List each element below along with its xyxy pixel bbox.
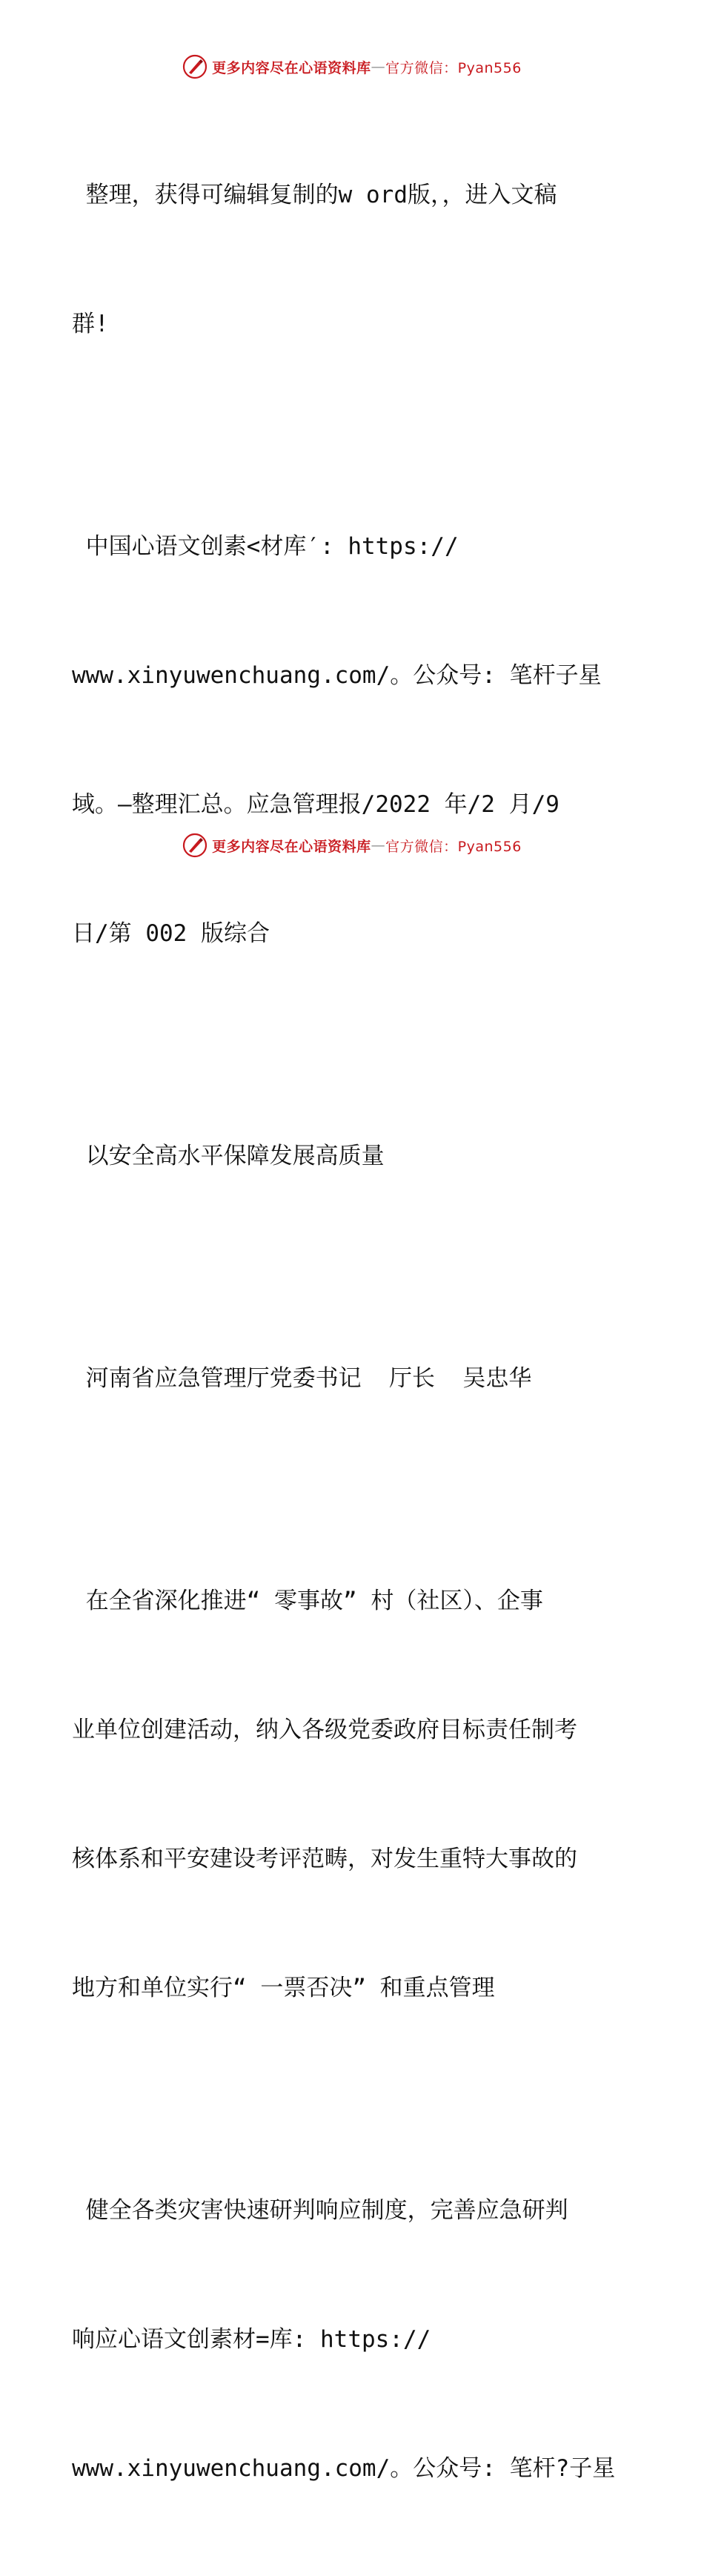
text-line: 河南省应急管理厅党委书记 厅长 吴忠华 [72, 1365, 532, 1392]
banner-separator: — [371, 837, 386, 853]
footer-banner [0, 830, 704, 860]
article-title [72, 1048, 635, 1264]
text-line: 群! [72, 311, 109, 337]
banner-main-text: 更多内容尽在心语资料库 [212, 59, 371, 76]
text-line: 整理，获得可编辑复制的w ord版，，进入文稿 [72, 182, 557, 208]
text-line: www.xinyuwenchuang.com/。公众号: 笔杆?子星 [72, 2455, 616, 2482]
text-line: 中国心语文创素<材库′: https:// [72, 533, 459, 560]
text-line: 以安全高水平保障发展高质量 [72, 1143, 385, 1169]
text-line: 响应心语文创素材=库: https:// [72, 2326, 431, 2353]
paragraph-2 [72, 439, 635, 1041]
paragraph-1 [72, 87, 635, 432]
text-line: 域。—整理汇总。应急管理报/2022 年/2 月/9 [72, 791, 559, 818]
text-line: 核体系和平安建设考评范畴，对发生重特大事故的 [72, 1846, 577, 1872]
text-line: 在全省深化推进“ 零事故” 村（社区）、企事 [72, 1588, 543, 1614]
text-line: www.xinyuwenchuang.com/。公众号: 笔杆子星 [72, 662, 602, 689]
paragraph-5 [72, 1493, 635, 2096]
document-body [72, 87, 635, 2576]
text-line: 地方和单位实行“ 一票否决” 和重点管理 [72, 1975, 495, 2001]
banner-separator: — [371, 59, 386, 75]
paragraph-6 [72, 2103, 635, 2576]
text-line: 业单位创建活动，纳入各级党委政府目标责任制考 [72, 1717, 577, 1743]
text-line: 健全各类灾害快速研判响应制度，完善应急研判 [72, 2197, 568, 2224]
banner-contact-text: 官方微信：Pyan556 [385, 59, 522, 76]
pen-logo-icon [182, 54, 207, 79]
author-line [72, 1271, 635, 1486]
banner-main-text: 更多内容尽在心语资料库 [212, 838, 371, 855]
pen-logo-icon [182, 833, 207, 858]
text-line: 日/第 002 版综合 [72, 920, 270, 947]
header-banner [0, 52, 704, 82]
banner-contact-text: 官方微信：Pyan556 [385, 838, 522, 855]
